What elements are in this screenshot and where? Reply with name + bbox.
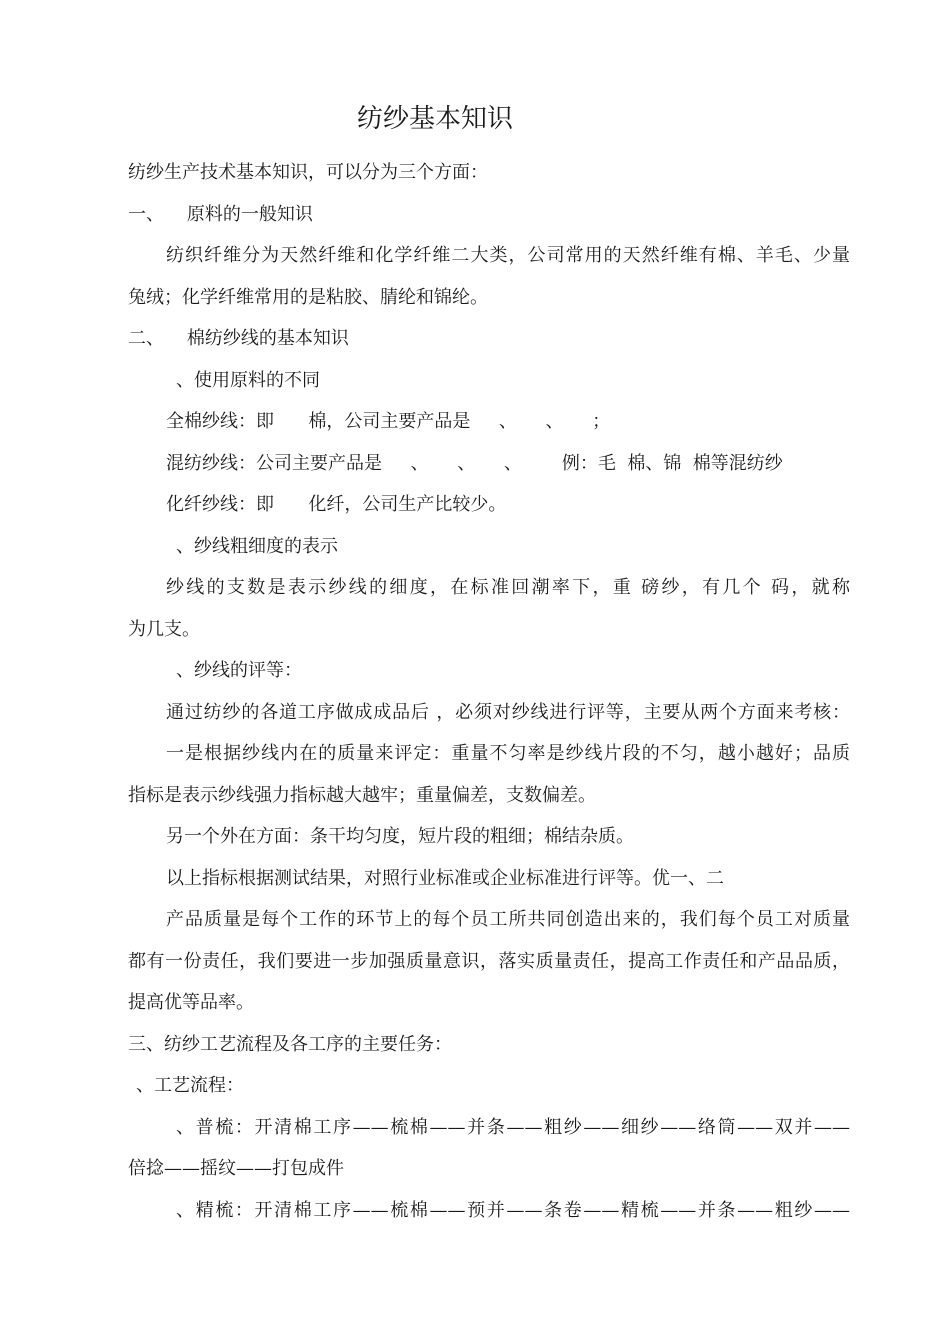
sub-heading-grading: 、纱线的评等： [176, 660, 302, 681]
page-title: 纺纱基本知识 [357, 104, 514, 134]
synthetic-yarn-text: 化纤纱线：即 化纤，公司生产比较少。 [166, 494, 507, 515]
section1-heading: 一、 原料的一般知识 [128, 204, 313, 225]
responsibility-line3: 提高优等品率。 [128, 992, 254, 1013]
combed-process-line1: 、精梳：开清棉工序——梳棉——预并——条卷——精梳——并条——粗纱—— [176, 1200, 850, 1221]
sub-heading-process-flow: 、工艺流程： [136, 1075, 244, 1096]
quality-line1: 一是根据纱线内在的质量来评定：重量不匀率是纱线片段的不匀，越小越好；品质 [166, 743, 850, 764]
cotton-yarn-text: 全棉纱线：即 棉，公司主要产品是 、 、 ； [166, 411, 611, 432]
quality-line2: 指标是表示纱线强力指标越大越牢；重量偏差，支数偏差。 [128, 785, 596, 806]
grading-intro: 通过纺纱的各道工序做成成品后 ，必须对纱线进行评等，主要从两个方面来考核： [166, 702, 850, 723]
section1-para-line2: 兔绒；化学纤维常用的是粘胶、腈纶和锦纶。 [128, 287, 488, 308]
intro-text: 纺纱生产技术基本知识，可以分为三个方面： [128, 162, 488, 183]
standard-text: 以上指标根据测试结果，对照行业标准或企业标准进行评等。优一、二 [166, 868, 724, 889]
yarn-count-line1: 纱线的支数是表示纱线的细度，在标准回潮率下，重 磅纱，有几个 码，就称 [166, 577, 850, 598]
external-quality-text: 另一个外在方面：条干均匀度，短片段的粗细；棉结杂质。 [166, 826, 634, 847]
carded-process-line2: 倍捻——摇纹——打包成件 [128, 1158, 344, 1179]
section3-heading: 三、纺纱工艺流程及各工序的主要任务： [128, 1034, 452, 1055]
sub-heading-yarn-count: 、纱线粗细度的表示 [176, 536, 338, 557]
section2-heading: 二、 棉纺纱线的基本知识 [128, 328, 349, 349]
carded-process-line1: 、普梳：开清棉工序——梳棉——并条——粗纱——细纱——络筒——双并—— [176, 1117, 850, 1138]
responsibility-line2: 都有一份责任，我们要进一步加强质量意识，落实质量责任，提高工作责任和产品品质， [128, 951, 850, 972]
blend-yarn-text: 混纺纱线：公司主要产品是 、 、 、 例：毛 棉、锦 棉等混纺纱 [166, 453, 783, 474]
sub-heading-raw-material: 、使用原料的不同 [176, 370, 320, 391]
responsibility-line1: 产品质量是每个工作的环节上的每个员工所共同创造出来的，我们每个员工对质量 [166, 909, 850, 930]
yarn-count-line2: 为几支。 [128, 619, 200, 640]
section1-para-line1: 纺织纤维分为天然纤维和化学纤维二大类，公司常用的天然纤维有棉、羊毛、少量 [166, 245, 850, 266]
